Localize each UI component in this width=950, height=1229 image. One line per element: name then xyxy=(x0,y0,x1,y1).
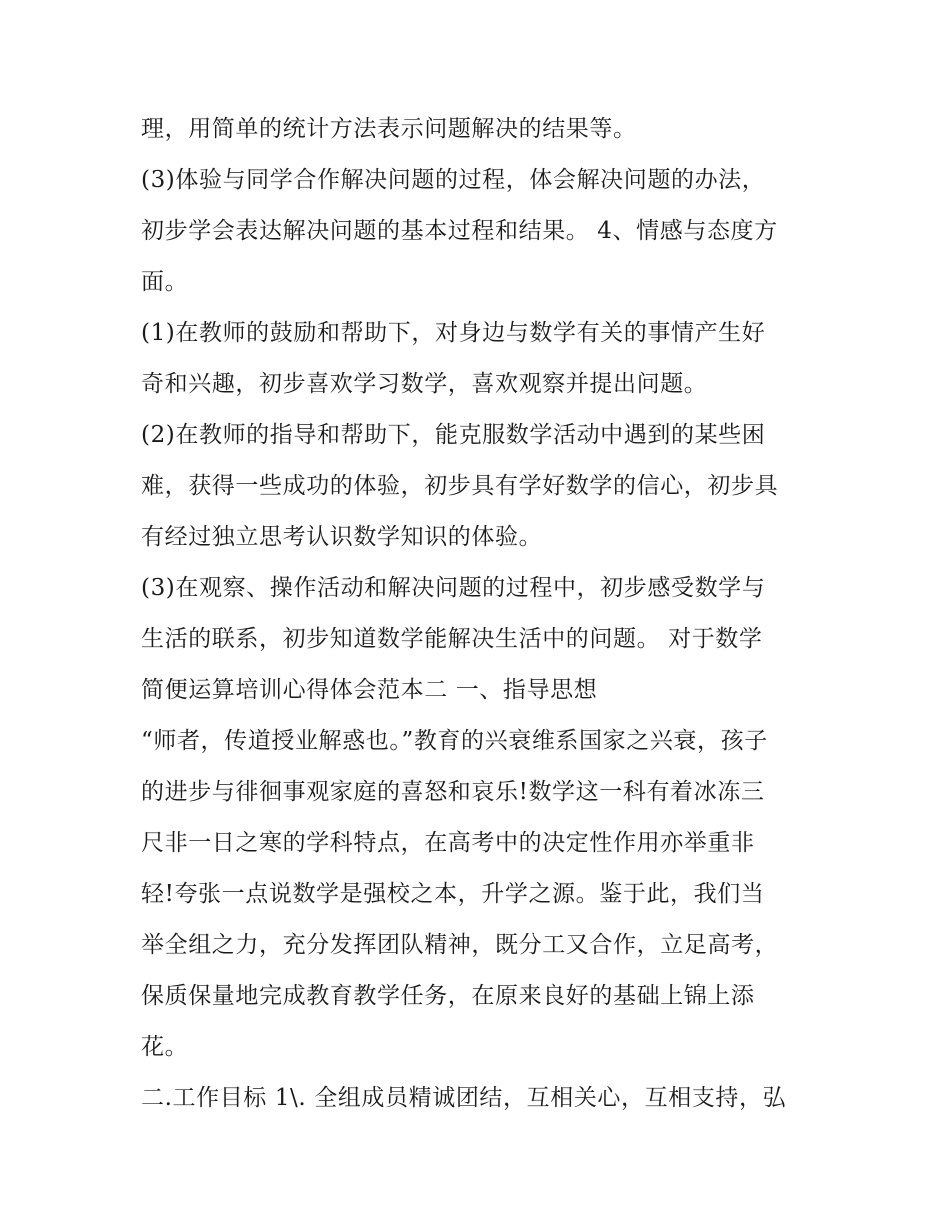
text-line: (2)在教师的指导和帮助下，能克服数学活动中遇到的某些困 xyxy=(141,422,766,448)
text-line: (3)体验与同学合作解决问题的过程，体会解决问题的办法， xyxy=(141,167,766,193)
text-line: 难，获得一些成功的体验，初步具有学好数学的信心，初步具 xyxy=(141,473,779,499)
text-line: 轻!夸张一点说数学是强校之本，升学之源。鉴于此，我们当 xyxy=(141,881,765,907)
text-line: 面。 xyxy=(141,269,189,295)
text-line: 理，用简单的统计方法表示问题解决的结果等。 xyxy=(141,116,637,142)
text-line: 简便运算培训心得体会范本二 一、指导思想 xyxy=(141,677,598,703)
text-line: 奇和兴趣，初步喜欢学习数学，喜欢观察并提出问题。 xyxy=(141,371,708,397)
text-line: 保质保量地完成教育教学任务，在原来良好的基础上锦上添 xyxy=(141,983,755,1009)
text-line: 花。 xyxy=(141,1034,189,1060)
text-line: 尺非一日之寒的学科特点，在高考中的决定性作用亦举重非 xyxy=(141,830,755,856)
text-line: (3)在观察、操作活动和解决问题的过程中，初步感受数学与 xyxy=(141,575,766,601)
text-line: 初步学会表达解决问题的基本过程和结果。 4、情感与态度方 xyxy=(141,218,778,244)
text-line: 二.工作目标 1\. 全组成员精诚团结，互相关心，互相支持，弘 xyxy=(141,1085,787,1111)
text-line: 的进步与徘徊事观家庭的喜怒和哀乐!数学这一科有着冰冻三 xyxy=(141,779,765,805)
text-line: “师者，传道授业解惑也。”教育的兴衰维系国家之兴衰，孩子 xyxy=(141,728,768,754)
text-line: 举全组之力，充分发挥团队精神，既分工又合作，立足高考， xyxy=(141,932,779,958)
text-line: (1)在教师的鼓励和帮助下，对身边与数学有关的事情产生好 xyxy=(141,320,766,346)
text-line: 有经过独立思考认识数学知识的体验。 xyxy=(141,524,543,550)
text-line: 生活的联系，初步知道数学能解决生活中的问题。 对于数学 xyxy=(141,626,763,652)
